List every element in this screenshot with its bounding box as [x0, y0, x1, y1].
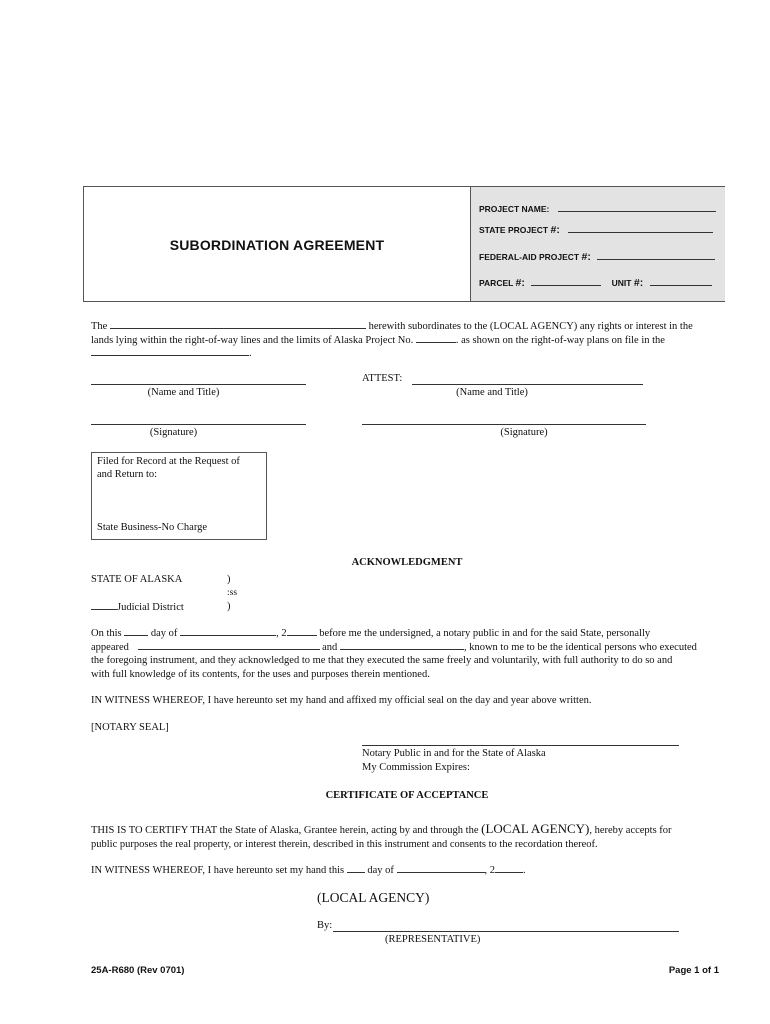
ack-line-4: with full knowledge of its contents, for the uses and purposes therein mentioned. — [91, 668, 430, 680]
unit-hash: #: — [633, 277, 644, 289]
form-id: 25A-R680 (Rev 0701) — [91, 965, 185, 976]
intro-the: The — [91, 321, 108, 332]
project-name-label: PROJECT NAME: — [479, 204, 550, 214]
intro-text-2b: . as shown on the right-of-way plans on file in the — [455, 334, 665, 346]
page-number: Page 1 of 1 — [668, 965, 719, 976]
judicial-district-label: Judicial District — [117, 602, 184, 613]
district-field[interactable] — [91, 601, 117, 610]
cert-line-2: public purposes the real property, or interest therein, described in this instrument and consents to the recordation thereof. — [91, 838, 598, 850]
venue-paren-2: ) — [227, 601, 231, 612]
cert-representative-label: (REPRESENTATIVE) — [385, 934, 481, 945]
cert-year-prefix: , 2 — [484, 865, 495, 876]
certificate-heading: CERTIFICATE OF ACCEPTANCE — [325, 790, 489, 801]
intro-line-3 — [91, 347, 723, 361]
ack-line-3: the foregoing instrument, and they acknowledged to me that they executed the same freely and voluntarily, with full authority to do so and — [91, 655, 673, 666]
name-title-right-label: (Name and Title) — [456, 387, 528, 398]
name-title-left-line[interactable] — [91, 384, 306, 385]
ack-day-of: day of — [150, 628, 178, 639]
venue-paren-1: ) — [227, 574, 231, 585]
unit-field[interactable] — [650, 277, 712, 286]
unit-label: UNIT — [611, 278, 632, 288]
parcel-label: PARCEL — [479, 278, 514, 288]
cert-text-b: , hereby accepts for — [589, 825, 672, 836]
cert-local-agency: (LOCAL AGENCY) — [317, 890, 430, 905]
ack-appeared: appeared — [91, 641, 129, 653]
office-field[interactable] — [91, 347, 249, 356]
state-project-hash: #: — [550, 224, 560, 236]
cert-line-1 — [91, 822, 723, 838]
project-name-row — [479, 203, 716, 214]
cert-year-field[interactable] — [495, 864, 523, 873]
ack-and: and — [322, 641, 338, 653]
state-project-row — [479, 224, 713, 236]
grantor-field[interactable] — [110, 320, 366, 329]
signature-left-line[interactable] — [91, 424, 306, 425]
ack-person-1-field[interactable] — [138, 641, 320, 650]
filed-line-1: Filed for Record at the Request of — [97, 456, 240, 467]
signature-right-line[interactable] — [362, 424, 646, 425]
intro-text-3-end: . — [249, 348, 252, 359]
state-project-label: STATE PROJECT — [479, 225, 549, 235]
ack-day-field[interactable] — [124, 627, 148, 636]
ack-on-this: On this — [91, 628, 122, 639]
cert-by-label: By: — [317, 920, 333, 931]
header-title-cell — [84, 187, 470, 301]
attest-line[interactable] — [412, 384, 643, 385]
ack-month-field[interactable] — [180, 627, 276, 636]
filed-for-record-box — [91, 452, 267, 540]
ack-line-1 — [91, 627, 723, 641]
cert-day-of: day of — [367, 865, 394, 876]
acknowledgment-paragraph — [91, 627, 723, 681]
parcel-row — [479, 277, 712, 289]
notary-seal: [NOTARY SEAL] — [91, 722, 169, 733]
filed-line-2: and Return to: — [97, 469, 158, 480]
cert-text-a: THIS IS TO CERTIFY THAT the State of Alaska, Grantee herein, acting by and through the — [91, 825, 479, 836]
parcel-hash: #: — [515, 277, 525, 289]
federal-aid-label: FEDERAL-AID PROJECT — [479, 252, 580, 262]
notary-line-2: My Commission Expires: — [362, 762, 470, 773]
cert-representative-line[interactable] — [333, 931, 679, 932]
state-project-field[interactable] — [568, 224, 713, 233]
filed-line-3: State Business-No Charge — [97, 522, 208, 533]
notary-line-1: Notary Public in and for the State of Alaska — [362, 748, 546, 759]
name-title-left-label: (Name and Title) — [147, 387, 220, 398]
cert-agency: (LOCAL AGENCY) — [481, 821, 590, 836]
judicial-district-row — [91, 601, 184, 613]
cert-witness-text: IN WITNESS WHEREOF, I have hereunto set my hand this — [91, 865, 345, 876]
ack-known: , known to me to be the identical persons who executed — [463, 641, 697, 653]
certificate-paragraph — [91, 822, 723, 851]
cert-day-field[interactable] — [347, 864, 365, 873]
project-name-field[interactable] — [558, 203, 716, 212]
intro-text-1: herewith subordinates to the (LOCAL AGENCY) any rights or interest in the — [368, 321, 693, 332]
intro-text-2a: lands lying within the right-of-way lines and the limits of Alaska Project No. — [91, 334, 414, 346]
federal-aid-hash: #: — [581, 251, 591, 263]
attest-label: ATTEST: — [362, 373, 403, 384]
ack-witness: IN WITNESS WHEREOF, I have hereunto set my hand and affixed my official seal on the day and year above written. — [91, 695, 592, 706]
notary-signature-line[interactable] — [362, 745, 679, 746]
federal-aid-row — [479, 251, 715, 263]
parcel-field[interactable] — [531, 277, 601, 286]
intro-paragraph — [91, 320, 723, 361]
state-of-alaska: STATE OF ALASKA — [91, 574, 183, 585]
federal-aid-field[interactable] — [597, 251, 715, 260]
intro-line-2 — [91, 334, 723, 348]
signature-right-label: (Signature) — [500, 427, 548, 438]
acknowledgment-heading: ACKNOWLEDGMENT — [351, 557, 463, 568]
ack-rest: before me the undersigned, a notary public in and for the said State, personally — [319, 628, 651, 639]
header-box — [83, 186, 725, 302]
cert-witness-row — [91, 864, 723, 878]
ack-year-field[interactable] — [287, 627, 317, 636]
ack-line-2 — [91, 641, 723, 655]
intro-line-1 — [91, 320, 723, 334]
signature-left-label: (Signature) — [149, 427, 198, 438]
cert-witness-end: . — [523, 865, 526, 876]
project-info-cell — [470, 187, 725, 301]
ack-year-prefix: , 2 — [276, 628, 287, 639]
ack-person-2-field[interactable] — [340, 641, 464, 650]
cert-month-field[interactable] — [397, 864, 485, 873]
venue-ss: :ss — [227, 588, 238, 598]
project-no-field[interactable] — [416, 334, 456, 343]
document-title: SUBORDINATION AGREEMENT — [169, 237, 385, 253]
